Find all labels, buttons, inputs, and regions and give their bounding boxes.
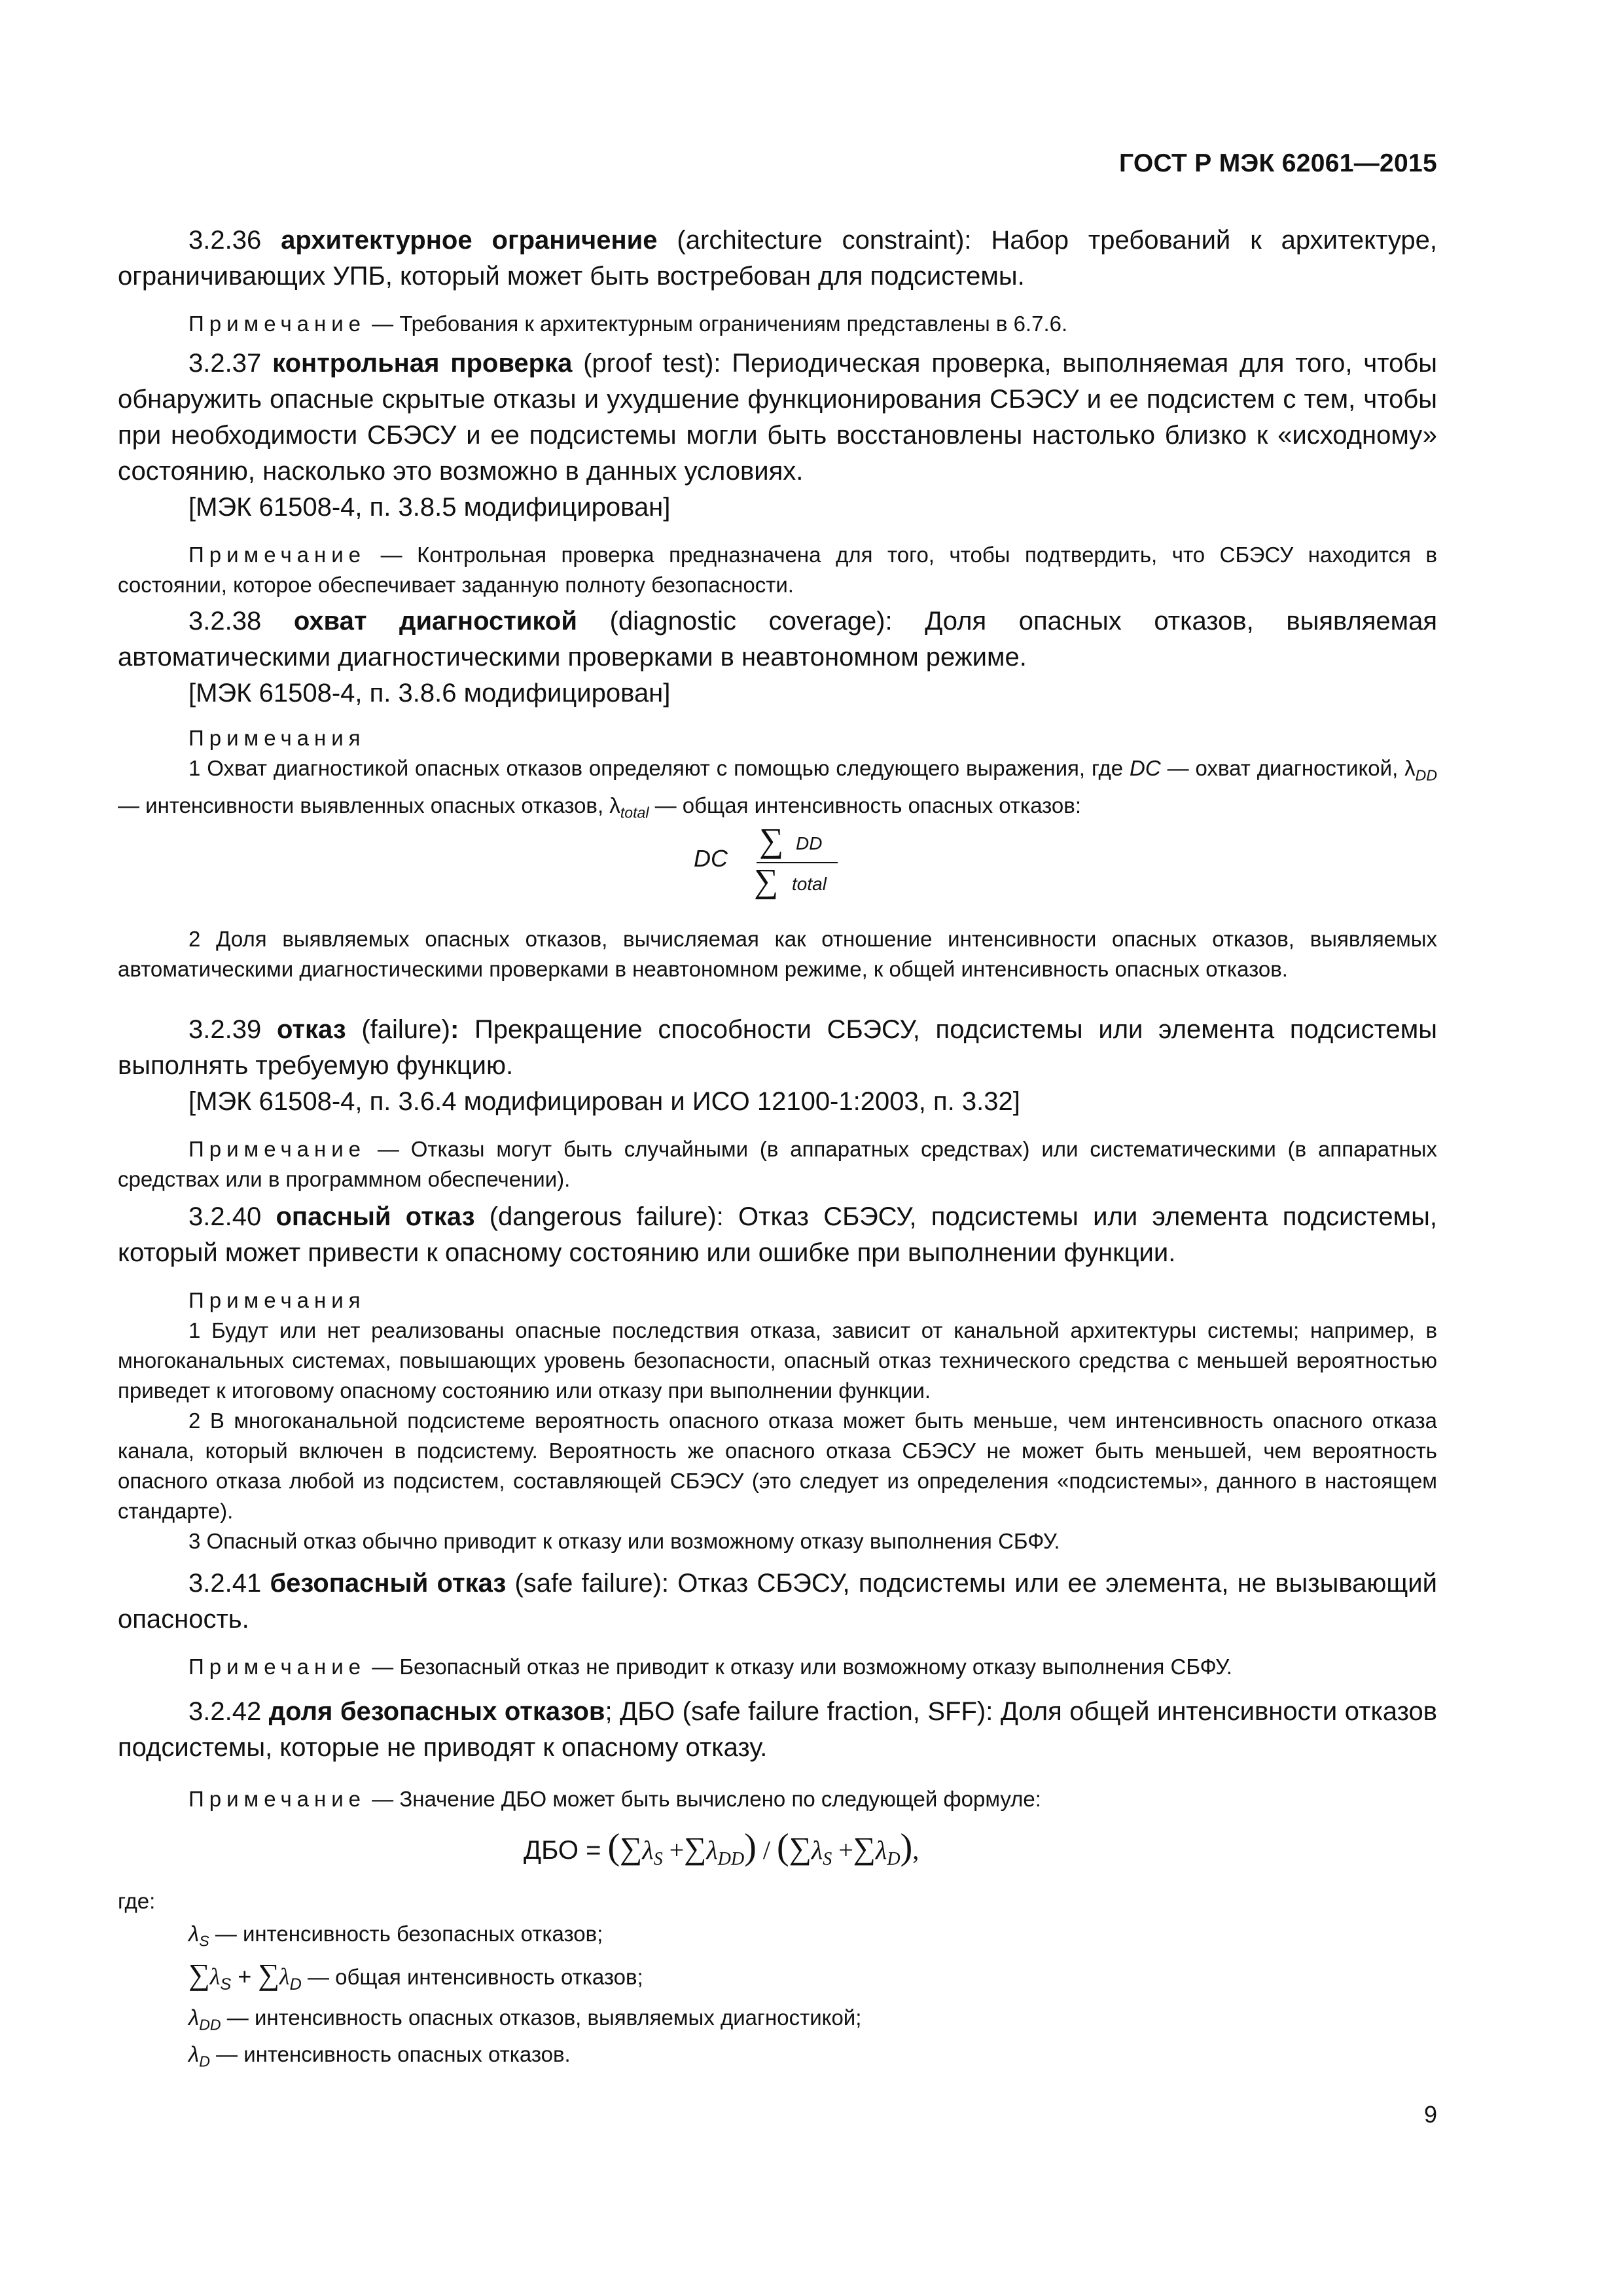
plus: + xyxy=(669,1835,685,1865)
section-3-2-36 xyxy=(118,223,1437,339)
term: архитектурное ограничение xyxy=(281,226,658,255)
note-text: — Отказы могут быть случайными (в аппаратных средствах) или систематическими (в аппаратных средствах или в программном обеспечении). xyxy=(118,1137,1437,1191)
formula-dc-symbol: DC xyxy=(694,845,728,872)
note xyxy=(118,540,1437,600)
note-text: — Требования к архитектурным ограничениям представлены в 6.7.6. xyxy=(366,312,1068,336)
note-label: Примечание xyxy=(188,1137,366,1161)
formula-definitions xyxy=(118,1886,1437,2077)
definition-text: (diagnostic coverage): Доля опасных отказов, выявляемая автоматическими диагностическими проверками в неавтономном режиме. xyxy=(118,607,1438,672)
sum-symbol: ∑ xyxy=(853,1831,876,1866)
definition-text: Прекращение способности СБЭСУ, подсистемы или элемента подсистемы выполнять требуемую функцию. xyxy=(118,1015,1438,1080)
note-label: Примечание xyxy=(188,312,366,336)
note-1 xyxy=(118,753,1437,827)
definition-lambda-s: $\lambda_S$ — интенсивность безопасных отказов; xyxy=(188,1922,603,1950)
definition-text: (architecture constraint): Набор требований к архитектуре, ограничивающих УПБ, который может быть востребован для подсистемы. xyxy=(118,226,1438,291)
definition-text: — интенсивность опасных отказов, выявляемых диагностикой; xyxy=(221,2005,862,2030)
reference: [МЭК 61508-4, п. 3.8.6 модифицирован] xyxy=(188,679,671,708)
note-text: — интенсивности выявленных опасных отказов, λ xyxy=(118,793,620,817)
definition-text: — интенсивность опасных отказов. xyxy=(209,2042,571,2067)
subscript-s: S xyxy=(220,1975,232,1994)
clause-number: 3.2.40 xyxy=(188,1202,276,1231)
clause-number: 3.2.39 xyxy=(188,1015,277,1044)
clause-number: 3.2.37 xyxy=(188,349,273,378)
note-text: — Значение ДБО может быть вычислено по следующей формуле: xyxy=(366,1787,1041,1811)
note-label: Примечание xyxy=(188,1787,366,1811)
note-label: Примечания xyxy=(188,1288,366,1312)
page-number: 9 xyxy=(1423,2101,1437,2128)
definition-paragraph xyxy=(118,223,1437,295)
close-paren: ) xyxy=(744,1827,757,1867)
subscript-d: D xyxy=(199,2053,210,2070)
sff-formula: ДБО = $(\sum\lambda_S +\sum\lambda_{DD}) / (\sum\lambda_S +\sum\lambda_D)$, xyxy=(524,1827,919,1869)
note-text: — охват диагностикой, λ xyxy=(1160,756,1416,780)
plus: + xyxy=(838,1835,853,1865)
definition-text: (proof test): Периодическая проверка, выполняемая для того, чтобы обнаружить опасные скрытые отказы и ухудшение функционирования СБЭСУ и ее подсистем с тем, чтобы при необходимости СБЭСУ и ее подсистемы могли быть восстановлены настолько близко к «исходному» состоянию, насколько это возможно в данных условиях. xyxy=(118,349,1437,486)
subscript-dd: DD xyxy=(199,2016,221,2034)
sum-symbol: ∑ xyxy=(684,1831,707,1866)
definition-lambda-d: $\lambda_D$ — интенсивность опасных отказов. xyxy=(188,2042,571,2070)
definition-text: — интенсивность безопасных отказов; xyxy=(209,1922,603,1946)
clause-number: 3.2.41 xyxy=(188,1569,270,1598)
subscript-d: D xyxy=(289,1975,302,1994)
subscript-dd: DD xyxy=(717,1849,745,1869)
note-1: 1 Будут или нет реализованы опасные последствия отказа, зависит от канальной архитектуры системы; например, в многоканальных системах, повышающих уровень безопасности, опасный отказ технического средства с меньшей вероятностью приведет к итоговому опасному состоянию или отказу при выполнении функции. xyxy=(118,1318,1437,1403)
section-3-2-39 xyxy=(118,1012,1437,1194)
definition-lambda-dd: $\lambda_{DD}$ — интенсивность опасных отказов, выявляемых диагностикой; xyxy=(188,2005,862,2034)
definition-paragraph xyxy=(118,1566,1437,1638)
note-text: — Безопасный отказ не приводит к отказу или возможному отказу выполнения СБФУ. xyxy=(366,1655,1232,1679)
formula-denominator-subscript: total xyxy=(792,874,827,894)
open-paren: ( xyxy=(777,1827,789,1867)
note-text: — общая интенсивность опасных отказов: xyxy=(649,793,1081,817)
open-paren: ( xyxy=(607,1827,620,1867)
note-text: 1 Охват диагностикой опасных отказов определяют с помощью следующего выражения, где xyxy=(188,756,1130,780)
symbol-dc: DC xyxy=(1130,756,1161,780)
dc-formula xyxy=(694,821,955,906)
note xyxy=(118,1134,1437,1194)
sum-symbol: ∑ xyxy=(789,1831,812,1866)
subscript-total: total xyxy=(620,804,649,821)
section-3-2-41 xyxy=(118,1566,1437,1682)
term: безопасный отказ xyxy=(270,1569,507,1598)
definition-paragraph xyxy=(118,1199,1437,1271)
section-3-2-37 xyxy=(118,346,1437,600)
sum-symbol: ∑ xyxy=(754,863,779,900)
colon: : xyxy=(450,1015,459,1044)
clause-number: 3.2.38 xyxy=(188,607,294,636)
close-paren: ) xyxy=(900,1827,913,1867)
note xyxy=(118,1784,1437,1814)
clause-number: 3.2.36 xyxy=(188,226,281,255)
reference: [МЭК 61508-4, п. 3.8.5 модифицирован] xyxy=(188,493,671,522)
section-3-2-40 xyxy=(118,1199,1437,1556)
reference: [МЭК 61508-4, п. 3.6.4 модифицирован и ИСО 12100-1:2003, п. 3.32] xyxy=(188,1087,1020,1116)
note-label: Примечание xyxy=(188,543,366,567)
definition-text: (failure) xyxy=(346,1015,450,1044)
divide: / xyxy=(762,1835,771,1865)
definition-text: (dangerous failure): Отказ СБЭСУ, подсистемы или элемента подсистемы, который может привести к опасному состоянию или ошибке при выполнении функции. xyxy=(118,1202,1437,1267)
definition-paragraph xyxy=(118,1012,1437,1084)
clause-number: 3.2.42 xyxy=(188,1697,269,1726)
note-label: Примечания xyxy=(188,726,366,750)
definition-text: ; ДБО (safe failure fraction, SFF): Доля общей интенсивности отказов подсистемы, которые не приводят к опасному отказу. xyxy=(118,1697,1437,1762)
definition-paragraph xyxy=(118,603,1437,675)
subscript-dd: DD xyxy=(1415,766,1437,784)
note xyxy=(118,1652,1437,1682)
section-3-2-38-note-2 xyxy=(118,924,1437,984)
definition-text: (safe failure): Отказ СБЭСУ, подсистемы или ее элемента, не вызывающий опасность. xyxy=(118,1569,1437,1634)
definition-paragraph xyxy=(118,346,1437,490)
note xyxy=(118,309,1437,339)
note-text: — Контрольная проверка предназначена для того, чтобы подтвердить, что СБЭСУ находится в состоянии, которое обеспечивает заданную полноту безопасности. xyxy=(118,543,1437,597)
section-3-2-38 xyxy=(118,603,1437,827)
term: контрольная проверка xyxy=(272,349,573,378)
term: опасный отказ xyxy=(276,1202,475,1231)
note-2: 2 Доля выявляемых опасных отказов, вычисляемая как отношение интенсивности опасных отказов, выявляемых автоматическими диагностическими проверками в неавтономном режиме, к общей интенсивность опасных отказов. xyxy=(118,927,1437,981)
standard-header: ГОСТ Р МЭК 62061—2015 xyxy=(1118,149,1437,177)
term: отказ xyxy=(276,1015,346,1044)
section-3-2-42 xyxy=(118,1694,1437,1814)
term: охват диагностикой xyxy=(293,607,577,636)
formula-lhs: ДБО = xyxy=(524,1836,601,1865)
note-label: Примечание xyxy=(188,1655,366,1679)
term: доля безопасных отказов xyxy=(268,1697,605,1726)
comma: , xyxy=(912,1835,919,1865)
subscript-d: D xyxy=(887,1849,901,1869)
subscript-s: S xyxy=(199,1932,209,1950)
sum-symbol: ∑ xyxy=(620,1831,643,1866)
definition-text: — общая интенсивность отказов; xyxy=(301,1964,643,1989)
note-3: 3 Опасный отказ обычно приводит к отказу или возможному отказу выполнения СБФУ. xyxy=(188,1529,1060,1553)
sum-symbol: ∑ xyxy=(759,822,784,859)
where-label: где: xyxy=(118,1889,156,1913)
subscript-s: S xyxy=(823,1849,832,1869)
definition-paragraph xyxy=(118,1694,1437,1766)
formula-numerator-subscript: DD xyxy=(796,833,823,853)
notes-label xyxy=(118,1285,1437,1316)
note-2: 2 В многоканальной подсистеме вероятность опасного отказа может быть меньше, чем интенсивность опасного отказа канала, который включен в подсистему. Вероятность же опасного отказа СБЭСУ не может быть меньшей, чем вероятность опасного отказа любой из подсистем, составляющей СБЭСУ (это следует из определения «подсистемы», данного в настоящем стандарте). xyxy=(118,1408,1437,1523)
definition-sum: $\sum\lambda_S + \sum\lambda_D$ — общая интенсивность отказов; xyxy=(188,1957,643,1994)
subscript-s: S xyxy=(653,1849,663,1869)
notes-label xyxy=(118,723,1437,753)
